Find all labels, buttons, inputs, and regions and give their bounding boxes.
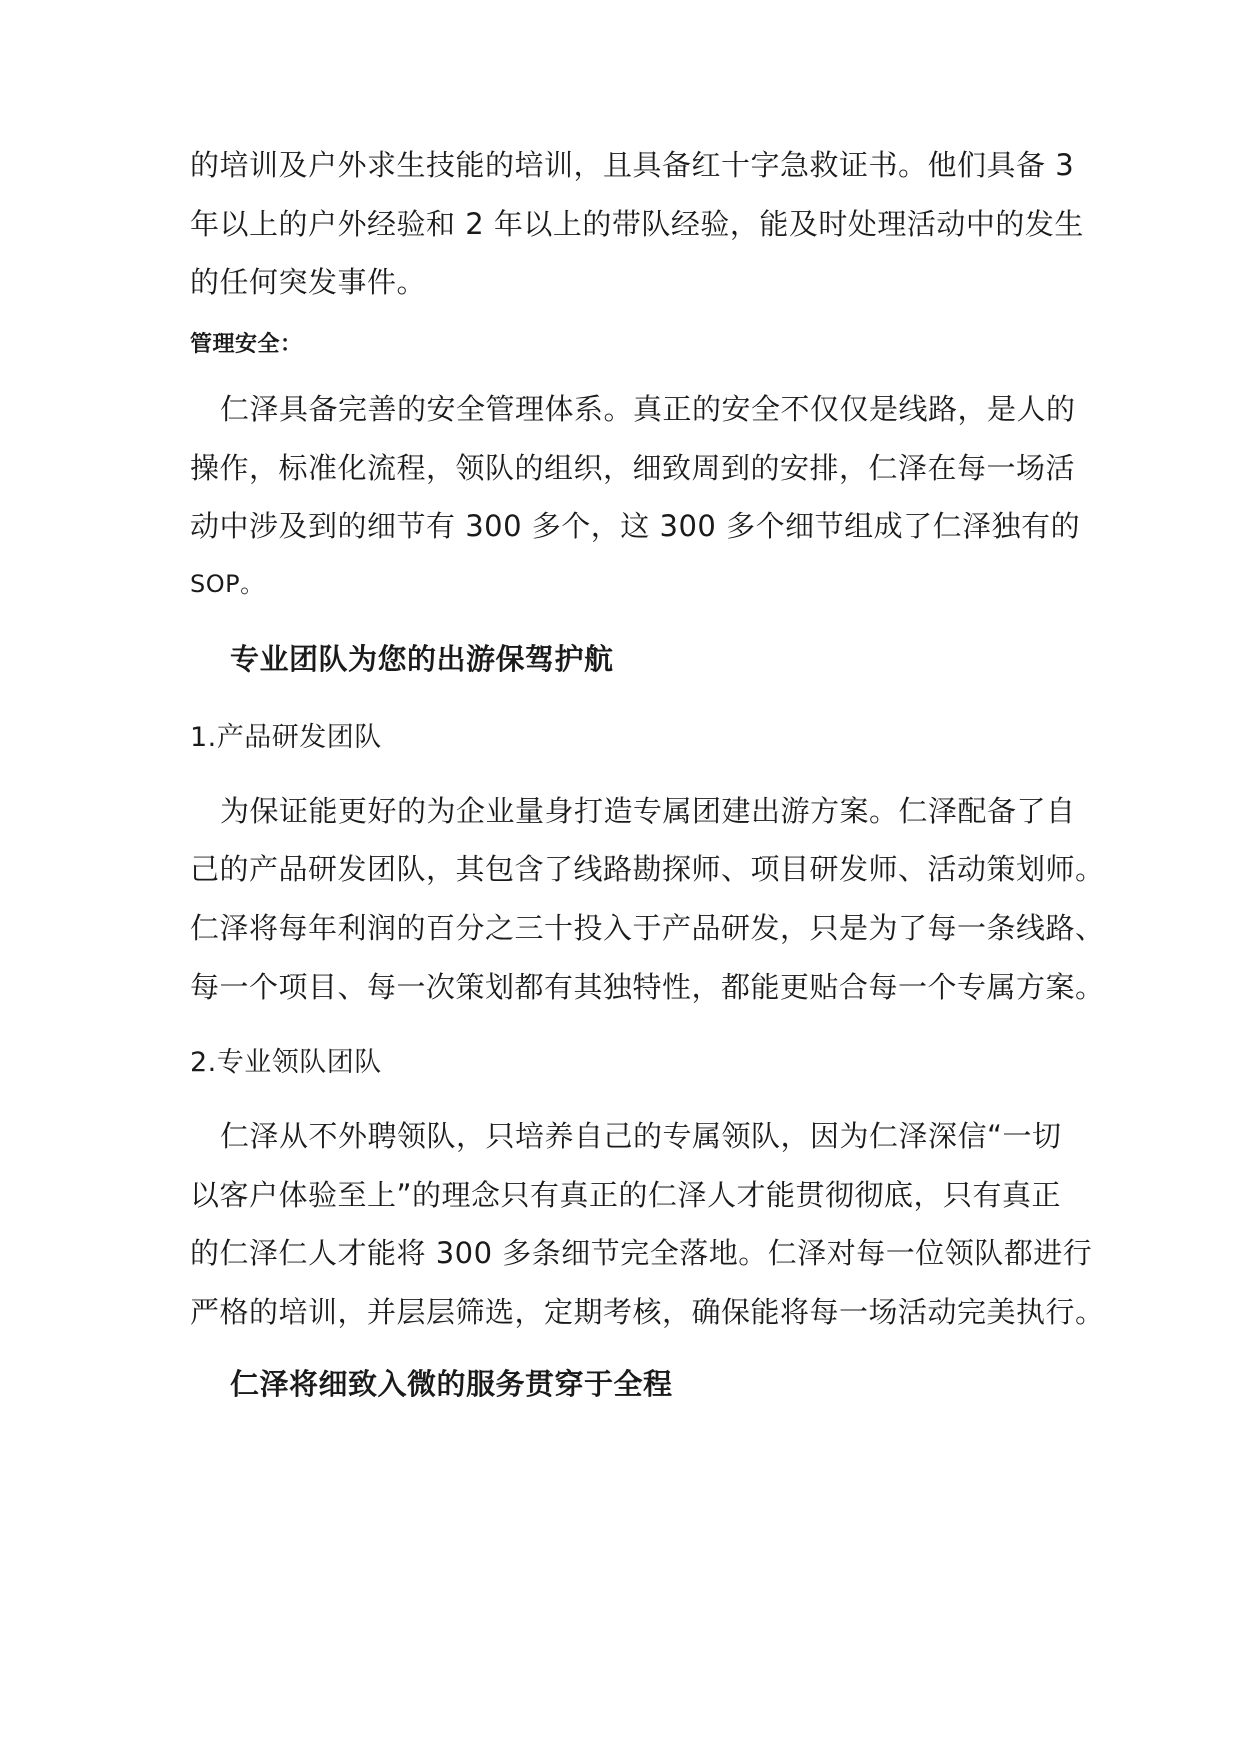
- body-line: 的任何突发事件。: [190, 265, 427, 299]
- body-line: 仁泽具备完善的安全管理体系。真正的安全不仅仅是线路，是人的: [220, 392, 1076, 426]
- body-line: 己的产品研发团队，其包含了线路勘探师、项目研发师、活动策划师。: [190, 852, 1105, 886]
- section-heading-team: 专业团队为您的出游保驾护航: [230, 642, 614, 676]
- section-label-safety: 管理安全：: [190, 332, 303, 357]
- subheading-product-team: 1.产品研发团队: [190, 722, 382, 753]
- subheading-leader-team: 2.专业领队团队: [190, 1047, 382, 1078]
- body-line: 为保证能更好的为企业量身打造专属团建出游方案。仁泽配备了自: [220, 794, 1076, 828]
- body-line: 动中涉及到的细节有 300 多个，这 300 多个细节组成了仁泽独有的: [190, 509, 1081, 543]
- body-line: 年以上的户外经验和 2 年以上的带队经验，能及时处理活动中的发生: [190, 207, 1084, 241]
- body-line: SOP。: [190, 570, 265, 598]
- body-line: 仁泽从不外聘领队，只培养自己的专属领队，因为仁泽深信“一切: [220, 1119, 1062, 1153]
- body-line: 的仁泽仁人才能将 300 多条细节完全落地。仁泽对每一位领队都进行: [190, 1236, 1093, 1270]
- body-line: 仁泽将每年利润的百分之三十投入于产品研发，只是为了每一条线路、: [190, 911, 1105, 945]
- body-line: 每一个项目、每一次策划都有其独特性，都能更贴合每一个专属方案。: [190, 970, 1105, 1004]
- body-line: 以客户体验至上”的理念只有真正的仁泽人才能贯彻彻底，只有真正: [190, 1178, 1062, 1212]
- body-line: 的培训及户外求生技能的培训，且具备红十字急救证书。他们具备 3: [190, 148, 1075, 182]
- body-line: 操作，标准化流程，领队的组织，细致周到的安排，仁泽在每一场活: [190, 451, 1076, 485]
- body-line: 严格的培训，并层层筛选，定期考核，确保能将每一场活动完美执行。: [190, 1295, 1105, 1329]
- section-heading-service: 仁泽将细致入微的服务贯穿于全程: [230, 1367, 673, 1401]
